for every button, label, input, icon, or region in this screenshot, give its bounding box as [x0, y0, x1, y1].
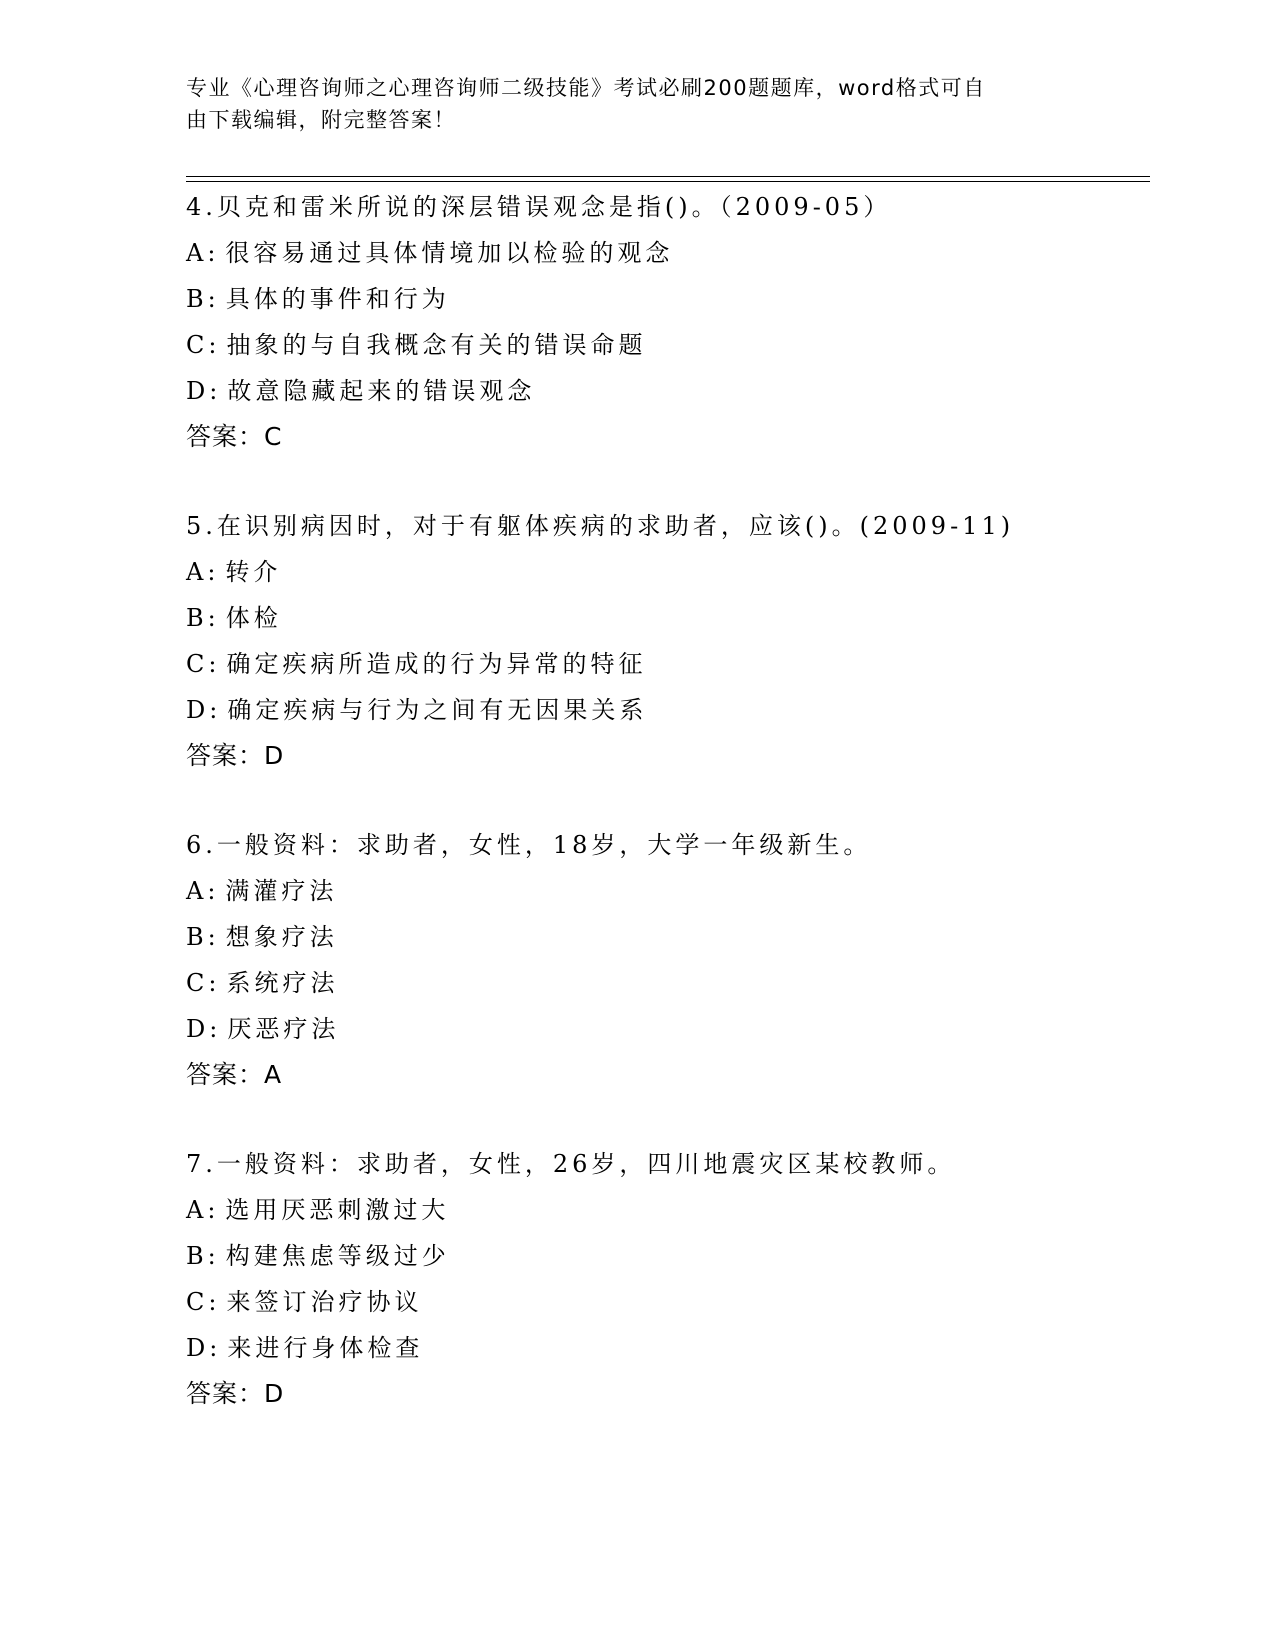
- option-a: [186, 868, 1150, 914]
- option-key: C:: [186, 331, 221, 359]
- option-b: [186, 1233, 1150, 1279]
- option-key: A:: [186, 877, 220, 905]
- option-d: [186, 1325, 1150, 1371]
- document-header: [186, 72, 1066, 136]
- option-key: C:: [186, 1288, 221, 1316]
- answer-line: 答案：A: [186, 1060, 283, 1089]
- option-a: [186, 549, 1150, 595]
- option-c: [186, 322, 1150, 368]
- option-text: 选用厌恶刺激过大: [225, 1196, 450, 1224]
- option-text: 具体的事件和行为: [225, 285, 450, 313]
- option-text: 故意隐藏起来的错误观念: [227, 377, 536, 405]
- option-text: 确定疾病与行为之间有无因果关系: [227, 696, 648, 724]
- question-stem: 5.在识别病因时，对于有躯体疾病的求助者，应该()。(2009-11): [186, 512, 1015, 540]
- option-c: [186, 641, 1150, 687]
- option-text: 抽象的与自我概念有关的错误命题: [226, 331, 647, 359]
- option-text: 满灌疗法: [225, 877, 338, 905]
- option-text: 来进行身体检查: [227, 1334, 424, 1362]
- question-block: [186, 503, 1150, 779]
- option-d: [186, 687, 1150, 733]
- question-block: [186, 184, 1150, 460]
- question-stem: 6.一般资料：求助者，女性，18岁，大学一年级新生。: [186, 831, 872, 859]
- option-a: [186, 1187, 1150, 1233]
- option-key: B:: [186, 604, 220, 632]
- option-key: A:: [186, 1196, 220, 1224]
- header-line-1: 专业《心理咨询师之心理咨询师二级技能》考试必刷200题题库，word格式可自: [186, 76, 986, 100]
- option-text: 构建焦虑等级过少: [225, 1242, 450, 1270]
- option-b: [186, 276, 1150, 322]
- option-key: C:: [186, 969, 221, 997]
- option-a: [186, 230, 1150, 276]
- header-divider-bottom: [186, 181, 1150, 182]
- option-text: 想象疗法: [225, 923, 338, 951]
- option-b: [186, 914, 1150, 960]
- option-b: [186, 595, 1150, 641]
- header-line-2: 由下载编辑，附完整答案！: [186, 108, 456, 132]
- answer-line: 答案：D: [186, 1379, 285, 1408]
- question-stem: 7.一般资料：求助者，女性，26岁，四川地震灾区某校教师。: [186, 1150, 956, 1178]
- option-text: 厌恶疗法: [227, 1015, 340, 1043]
- answer-line: 答案：C: [186, 422, 283, 451]
- option-c: [186, 960, 1150, 1006]
- option-text: 来签订治疗协议: [226, 1288, 423, 1316]
- option-key: B:: [186, 1242, 220, 1270]
- option-text: 确定疾病所造成的行为异常的特征: [226, 650, 647, 678]
- question-block: [186, 1141, 1150, 1417]
- question-block: [186, 822, 1150, 1098]
- option-key: A:: [186, 558, 220, 586]
- option-key: D:: [186, 1015, 222, 1043]
- option-key: B:: [186, 923, 220, 951]
- option-key: D:: [186, 377, 222, 405]
- option-key: C:: [186, 650, 221, 678]
- option-key: D:: [186, 1334, 222, 1362]
- option-d: [186, 1006, 1150, 1052]
- option-c: [186, 1279, 1150, 1325]
- option-text: 体检: [225, 604, 282, 632]
- option-d: [186, 368, 1150, 414]
- option-key: B:: [186, 285, 220, 313]
- answer-line: 答案：D: [186, 741, 285, 770]
- question-stem: 4.贝克和雷米所说的深层错误观念是指()。（2009-05）: [186, 193, 892, 221]
- option-key: A:: [186, 239, 220, 267]
- option-text: 系统疗法: [226, 969, 339, 997]
- header-divider-top: [186, 176, 1150, 177]
- option-key: D:: [186, 696, 222, 724]
- option-text: 很容易通过具体情境加以检验的观念: [225, 239, 674, 267]
- option-text: 转介: [225, 558, 282, 586]
